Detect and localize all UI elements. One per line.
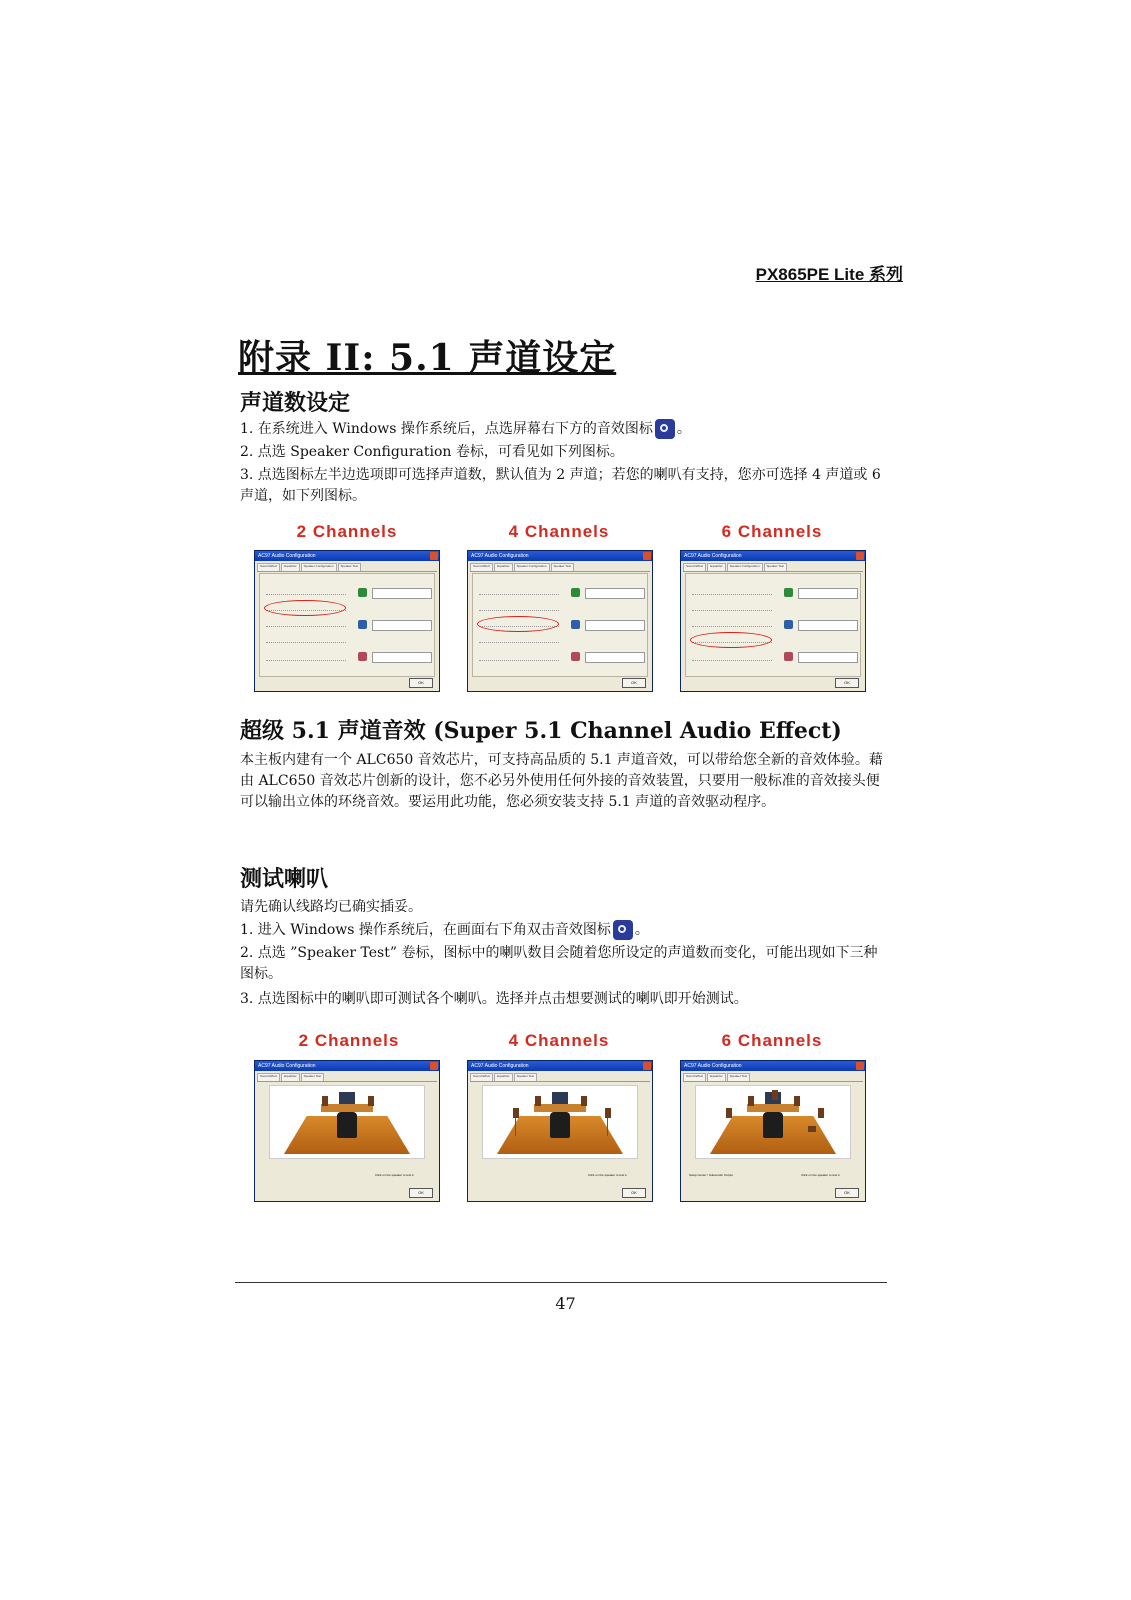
close-icon[interactable]	[856, 1062, 864, 1070]
close-icon[interactable]	[430, 1062, 438, 1070]
jack-assignment[interactable]	[585, 588, 645, 599]
speaker-stand	[515, 1118, 516, 1136]
monitor-icon	[339, 1092, 355, 1104]
dialog-title-bar	[468, 551, 652, 561]
section2-body: 本主板内建有一个 ALC650 音效芯片，可支持高品质的 5.1 声道音效，可以带给您全新的音效体验。藉由 ALC650 音效芯片创新的设计，您不必另外使用任何外接的音效装置，只要用一般标准的音效接头便可以输出立体的环绕音效。要运用此功能，您必须安装支持 5.1 声道的音效驱动程序。	[240, 752, 883, 810]
section1-steps	[240, 419, 888, 507]
dialog-tabs	[470, 1073, 650, 1082]
dialog-tabs	[470, 563, 650, 572]
dialog-body	[472, 573, 648, 677]
highlight-circle	[264, 600, 346, 616]
ok-button[interactable]: OK	[409, 678, 433, 688]
tab-sound-effect[interactable]: Sound Effect	[470, 1073, 493, 1081]
jack-assignment[interactable]	[798, 588, 858, 599]
subwoofer[interactable]	[808, 1126, 816, 1132]
tab-equalizer[interactable]: Equalizer	[707, 563, 726, 571]
listener-chair	[337, 1112, 357, 1138]
close-icon[interactable]	[643, 552, 651, 560]
dialog-title-bar	[255, 551, 439, 561]
dialog-title-bar	[681, 551, 865, 561]
room-scene	[482, 1085, 638, 1159]
speaker-front-right[interactable]	[581, 1096, 587, 1106]
jack-assignment[interactable]	[372, 652, 432, 663]
speaker-front-left[interactable]	[748, 1096, 754, 1106]
ok-button[interactable]: OK	[409, 1188, 433, 1198]
tab-sound-effect[interactable]: Sound Effect	[683, 1073, 706, 1081]
jack-pink-icon	[571, 652, 580, 661]
speaker-test-dialog-6ch	[680, 1060, 866, 1202]
audio-tray-icon	[655, 419, 675, 439]
option-row[interactable]	[479, 606, 559, 611]
close-icon[interactable]	[856, 552, 864, 560]
section-heading-channel-setup: 声道数设定	[240, 390, 351, 416]
step3-text: 3. 点选图标左半边选项即可选择声道数，默认值为 2 声道；若您的喇叭有支持，您亦可选择 4 声道或 6 声道，如下列图标。	[240, 467, 881, 504]
dialog-title: AC97 Audio Configuration	[471, 553, 529, 559]
option-row[interactable]	[692, 590, 772, 595]
tab-equalizer[interactable]: Equalizer	[494, 1073, 513, 1081]
footer-divider	[235, 1282, 887, 1283]
step2-text: 2. 点选 Speaker Configuration 卷标，可看见如下列图标。	[240, 444, 624, 460]
dialog-title-bar	[681, 1061, 865, 1071]
section2-heading-text: 超级 5.1 声道音效 (Super 5.1 Channel Audio Effect)	[240, 718, 842, 744]
tab-sound-effect[interactable]: Sound Effect	[257, 1073, 280, 1081]
step1-line	[240, 920, 888, 941]
tab-speaker-configuration[interactable]: Speaker Configuration	[301, 563, 337, 571]
tab-equalizer[interactable]: Equalizer	[494, 563, 513, 571]
tab-speaker-test[interactable]: Speaker Test	[764, 563, 787, 571]
dialog-tabs	[257, 563, 437, 572]
step3-text: 3. 点选图标中的喇叭即可测试各个喇叭。选择并点击想要测试的喇叭即开始测试。	[240, 991, 748, 1007]
tab-speaker-configuration[interactable]: Speaker Configuration	[514, 563, 550, 571]
page-number: 47	[555, 1294, 576, 1313]
monitor-icon	[552, 1092, 568, 1104]
dialog-title: AC97 Audio Configuration	[684, 1063, 742, 1069]
dialog-title: AC97 Audio Configuration	[471, 1063, 529, 1069]
close-icon[interactable]	[643, 1062, 651, 1070]
dialog-title-bar	[468, 1061, 652, 1071]
jack-green-icon	[784, 588, 793, 597]
option-row[interactable]	[479, 590, 559, 595]
jack-green-icon	[571, 588, 580, 597]
desk	[534, 1104, 586, 1112]
section3-steps	[240, 897, 888, 1010]
tab-equalizer[interactable]: Equalizer	[281, 1073, 300, 1081]
tab-speaker-configuration[interactable]: Speaker Configuration	[727, 563, 763, 571]
section-heading-speaker-test: 测试喇叭	[240, 866, 329, 892]
jack-blue-icon	[358, 620, 367, 629]
channel-label-4: 4 Channels	[508, 522, 610, 541]
desk	[321, 1104, 373, 1112]
room-scene	[269, 1085, 425, 1159]
tab-sound-effect[interactable]: Sound Effect	[470, 563, 493, 571]
listener-chair	[763, 1112, 783, 1138]
option-row[interactable]	[266, 638, 346, 643]
channel-label-6: 6 Channels	[721, 1031, 823, 1050]
ok-button[interactable]: OK	[835, 1188, 859, 1198]
speaker-front-right[interactable]	[794, 1096, 800, 1106]
dialog-body	[259, 573, 435, 677]
speaker-test-dialog-2ch	[254, 1060, 440, 1202]
jack-blue-icon	[784, 620, 793, 629]
dialog-title: AC97 Audio Configuration	[258, 1063, 316, 1069]
jack-blue-icon	[571, 620, 580, 629]
speaker-rear-right[interactable]	[818, 1108, 824, 1118]
intro-text: 请先确认线路均已确实插妥。	[240, 899, 422, 915]
desk	[747, 1104, 799, 1112]
test-hint: Click on the speaker to test it.	[588, 1173, 628, 1177]
option-row[interactable]	[479, 638, 559, 643]
jack-pink-icon	[358, 652, 367, 661]
option-row[interactable]	[266, 590, 346, 595]
test-hint: Click on the speaker to test it.	[375, 1173, 415, 1177]
tab-sound-effect[interactable]: Sound Effect	[257, 563, 280, 571]
dialog-title-bar	[255, 1061, 439, 1071]
tab-sound-effect[interactable]: Sound Effect	[683, 563, 706, 571]
jack-assignment[interactable]	[798, 620, 858, 631]
config-dialog-4ch	[467, 550, 653, 692]
tab-speaker-test[interactable]: Speaker Test	[338, 563, 361, 571]
section-heading-super-51	[240, 714, 842, 745]
step1-text: 1. 在系统进入 Windows 操作系统后，点选屏幕右下方的音效图标	[240, 421, 653, 437]
speaker-rear-left[interactable]	[726, 1108, 732, 1118]
jack-pink-icon	[784, 652, 793, 661]
step1-end: 。	[676, 421, 691, 437]
config-dialog-2ch	[254, 550, 440, 692]
dialog-tabs	[683, 1073, 863, 1082]
speaker-front-left[interactable]	[322, 1096, 328, 1106]
dialog-title: AC97 Audio Configuration	[684, 553, 742, 559]
close-icon[interactable]	[430, 552, 438, 560]
speaker-rear-right[interactable]	[605, 1108, 611, 1118]
tab-speaker-test[interactable]: Speaker Test	[514, 1073, 537, 1081]
speaker-front-right[interactable]	[368, 1096, 374, 1106]
tab-speaker-test[interactable]: Speaker Test	[551, 563, 574, 571]
option-row[interactable]	[692, 656, 772, 661]
option-row[interactable]	[692, 606, 772, 611]
tab-speaker-test[interactable]: Speaker Test	[727, 1073, 750, 1081]
speaker-front-left[interactable]	[535, 1096, 541, 1106]
series-label: PX865PE Lite 系列	[755, 265, 903, 284]
audio-tray-icon	[613, 920, 633, 940]
step-text	[240, 419, 888, 440]
dialog-body	[685, 573, 861, 677]
jack-green-icon	[358, 588, 367, 597]
tab-equalizer[interactable]: Equalizer	[281, 563, 300, 571]
room-scene	[695, 1085, 851, 1159]
step2-text: 2. 点选 ”Speaker Test” 卷标，图标中的喇叭数目会随着您所设定的声道数而变化，可能出现如下三种图标。	[240, 945, 878, 982]
option-row[interactable]	[692, 622, 772, 627]
channel-label-6: 6 Channels	[721, 522, 823, 541]
dialog-tabs	[683, 563, 863, 572]
ok-button[interactable]: OK	[622, 1188, 646, 1198]
config-dialog-6ch	[680, 550, 866, 692]
ok-button[interactable]: OK	[835, 678, 859, 688]
jack-assignment[interactable]	[372, 588, 432, 599]
tab-speaker-test[interactable]: Speaker Test	[301, 1073, 324, 1081]
dialog-tabs	[257, 1073, 437, 1082]
speaker-center[interactable]	[772, 1090, 778, 1100]
jack-assignment[interactable]	[585, 652, 645, 663]
option-row[interactable]	[266, 622, 346, 627]
speaker-rear-left[interactable]	[513, 1108, 519, 1118]
option-row[interactable]	[266, 656, 346, 661]
jack-assignment[interactable]	[585, 620, 645, 631]
channel-label-2: 2 Channels	[298, 1031, 400, 1050]
highlight-circle	[690, 632, 772, 648]
swap-center-subwoofer-option[interactable]: Swap Center / Subwoofer Output	[689, 1173, 734, 1177]
channel-label-2: 2 Channels	[296, 522, 398, 541]
jack-assignment[interactable]	[372, 620, 432, 631]
speaker-stand	[607, 1118, 608, 1136]
step1-end: 。	[634, 922, 649, 938]
page-title: 附录 II: 5.1 声道设定	[238, 337, 617, 379]
channel-label-4: 4 Channels	[508, 1031, 610, 1050]
step1-text: 1. 进入 Windows 操作系统后，在画面右下角双击音效图标	[240, 922, 611, 938]
tab-equalizer[interactable]: Equalizer	[707, 1073, 726, 1081]
test-hint: Click on the speaker to test it.	[801, 1173, 841, 1177]
highlight-circle	[477, 616, 559, 632]
option-row[interactable]	[479, 656, 559, 661]
jack-assignment[interactable]	[798, 652, 858, 663]
ok-button[interactable]: OK	[622, 678, 646, 688]
dialog-title: AC97 Audio Configuration	[258, 553, 316, 559]
speaker-test-dialog-4ch	[467, 1060, 653, 1202]
listener-chair	[550, 1112, 570, 1138]
